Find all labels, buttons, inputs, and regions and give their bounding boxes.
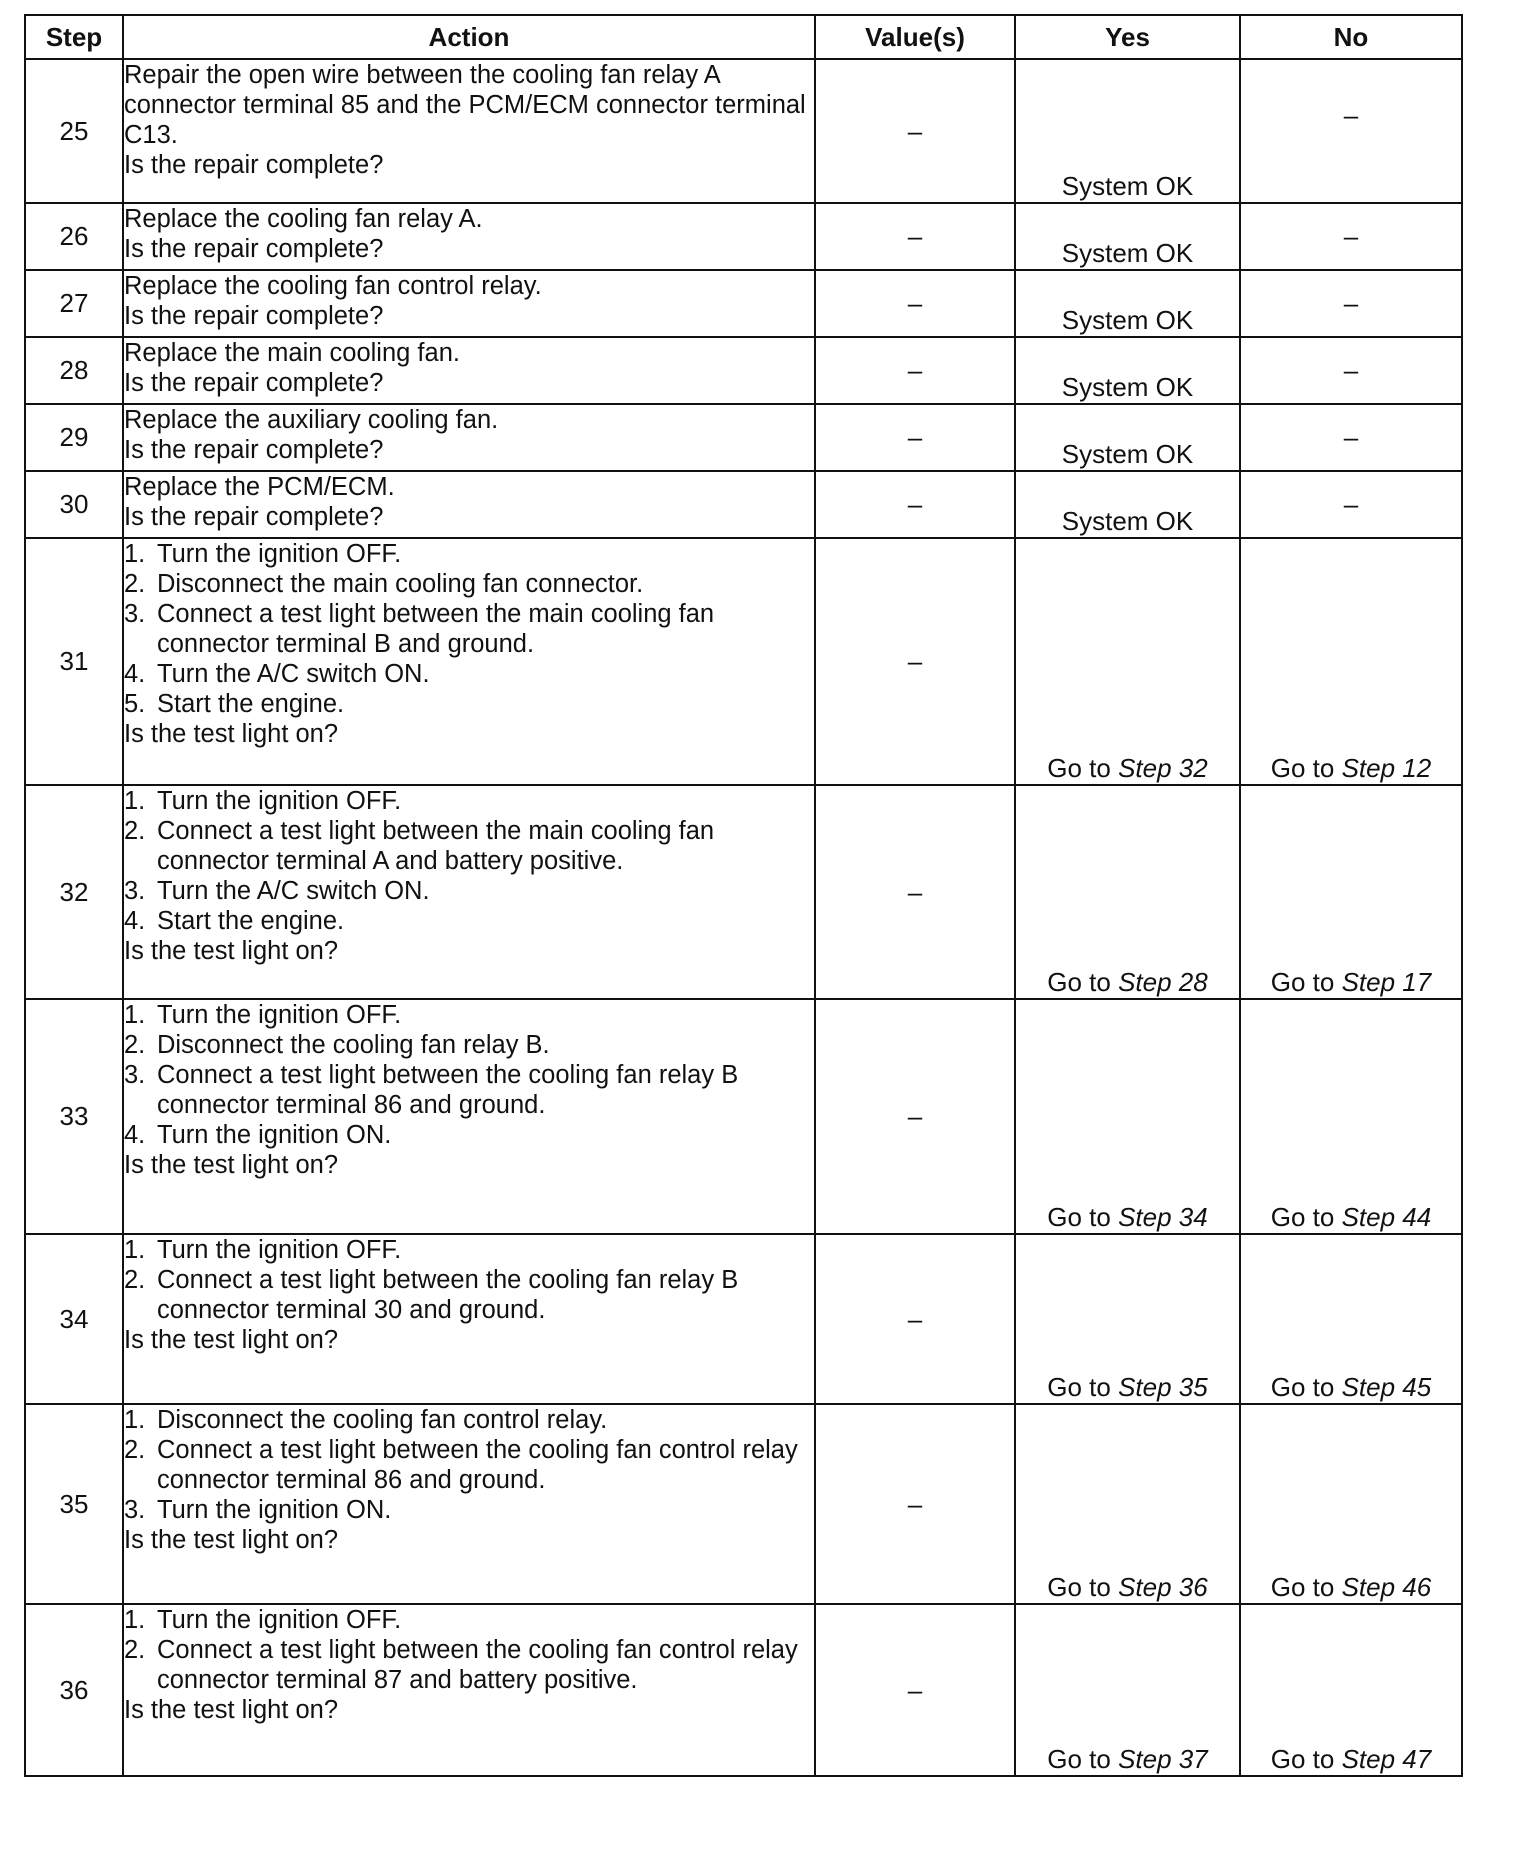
no-goto-prefix: Go to — [1270, 1572, 1335, 1602]
diagnostic-table — [24, 14, 1463, 1777]
step-number: 29 — [25, 404, 123, 471]
value-cell: – — [815, 538, 1015, 785]
step-number: 30 — [25, 471, 123, 538]
no-step-ref: Step 45 — [1341, 1372, 1432, 1402]
step-number: 28 — [25, 337, 123, 404]
no-cell — [1240, 471, 1462, 538]
instruction-item — [124, 1635, 814, 1695]
no-cell — [1240, 1234, 1462, 1404]
header-step: Step — [25, 15, 123, 59]
instruction-item — [124, 599, 814, 659]
instruction-item — [124, 1435, 814, 1495]
no-cell — [1240, 270, 1462, 337]
value-cell: – — [815, 999, 1015, 1234]
table-row — [25, 337, 1462, 404]
table-row — [25, 203, 1462, 270]
no-step-ref: Step 46 — [1341, 1572, 1432, 1602]
instruction-text: Connect a test light between the cooling fan relay B connector terminal 30 and ground. — [157, 1266, 739, 1324]
table-row — [25, 1604, 1462, 1776]
question-text: Is the test light on? — [124, 937, 339, 965]
instruction-item — [124, 876, 814, 906]
value-cell: – — [815, 337, 1015, 404]
instruction-number: 2. — [124, 1266, 146, 1294]
question-text: Is the repair complete? — [124, 503, 384, 531]
question-text: Is the test light on? — [124, 1326, 339, 1354]
table-row — [25, 785, 1462, 999]
yes-result: System OK — [1061, 439, 1194, 469]
instruction-number: 2. — [124, 1636, 146, 1664]
yes-result: System OK — [1061, 506, 1194, 536]
instruction-text: Turn the ignition OFF. — [157, 787, 402, 815]
instruction-text: Start the engine. — [157, 907, 345, 935]
table-body — [25, 59, 1462, 1776]
instruction-text: Repair the open wire between the cooling fan relay A connector terminal 85 and the PCM/ECM connector terminal C13. — [124, 61, 806, 149]
question-text: Is the repair complete? — [124, 151, 384, 179]
no-cell — [1240, 785, 1462, 999]
question-text: Is the repair complete? — [124, 302, 384, 330]
instruction-text: Connect a test light between the cooling fan control relay connector terminal 86 and ground. — [157, 1436, 798, 1494]
instruction-number: 3. — [124, 877, 146, 905]
no-result: – — [1343, 355, 1359, 385]
step-number: 27 — [25, 270, 123, 337]
instruction-number: 1. — [124, 787, 146, 815]
instruction-number: 1. — [124, 1001, 146, 1029]
instruction-number: 1. — [124, 540, 146, 568]
yes-step-ref: Step 32 — [1118, 753, 1208, 783]
value-cell: – — [815, 404, 1015, 471]
question-text: Is the test light on? — [124, 1696, 339, 1724]
instruction-number: 1. — [124, 1406, 146, 1434]
action-cell — [123, 1604, 815, 1776]
question-text: Is the test light on? — [124, 720, 339, 748]
instruction-text: Connect a test light between the main cooling fan connector terminal A and battery positive. — [157, 817, 715, 875]
table-row — [25, 404, 1462, 471]
value-cell: – — [815, 203, 1015, 270]
value-cell: – — [815, 1404, 1015, 1604]
yes-cell — [1015, 999, 1240, 1234]
instruction-number: 3. — [124, 1061, 146, 1089]
value-cell: – — [815, 1234, 1015, 1404]
no-cell — [1240, 59, 1462, 203]
step-number: 36 — [25, 1604, 123, 1776]
instruction-number: 1. — [124, 1236, 146, 1264]
action-cell — [123, 337, 815, 404]
yes-cell — [1015, 203, 1240, 270]
instruction-number: 4. — [124, 660, 146, 688]
instruction-text: Connect a test light between the cooling fan control relay connector terminal 87 and battery positive. — [157, 1636, 798, 1694]
instruction-text: Replace the auxiliary cooling fan. — [124, 406, 499, 434]
table-row — [25, 1234, 1462, 1404]
header-action: Action — [123, 15, 815, 59]
action-cell — [123, 471, 815, 538]
no-cell — [1240, 538, 1462, 785]
no-result: – — [1343, 288, 1359, 318]
instruction-text: Start the engine. — [157, 690, 345, 718]
instruction-text: Replace the cooling fan control relay. — [124, 272, 542, 300]
question-text: Is the repair complete? — [124, 369, 384, 397]
no-result: – — [1343, 100, 1359, 130]
yes-goto-prefix: Go to — [1047, 1744, 1111, 1774]
instruction-text: Turn the A/C switch ON. — [157, 660, 430, 688]
question-text: Is the repair complete? — [124, 436, 384, 464]
no-result: – — [1343, 221, 1359, 251]
no-goto-prefix: Go to — [1270, 1202, 1335, 1232]
yes-goto-prefix: Go to — [1047, 1572, 1111, 1602]
instruction-number: 5. — [124, 690, 146, 718]
no-step-ref: Step 47 — [1341, 1744, 1432, 1774]
no-goto-prefix: Go to — [1270, 1744, 1335, 1774]
instruction-text: Connect a test light between the main cooling fan connector terminal B and ground. — [157, 600, 715, 658]
instruction-item — [124, 816, 814, 876]
instruction-text: Replace the cooling fan relay A. — [124, 205, 483, 233]
yes-cell — [1015, 59, 1240, 203]
instruction-number: 2. — [124, 1031, 146, 1059]
instruction-number: 1. — [124, 1606, 146, 1634]
instruction-number: 2. — [124, 1436, 146, 1464]
instruction-item — [124, 1405, 814, 1435]
value-cell: – — [815, 270, 1015, 337]
instruction-text: Replace the PCM/ECM. — [124, 473, 395, 501]
instruction-item — [124, 1265, 814, 1325]
instruction-item — [124, 1120, 814, 1150]
question-text: Is the test light on? — [124, 1526, 339, 1554]
yes-cell — [1015, 1404, 1240, 1604]
no-cell — [1240, 203, 1462, 270]
yes-step-ref: Step 28 — [1118, 967, 1208, 997]
instruction-item — [124, 1060, 814, 1120]
table-row — [25, 270, 1462, 337]
instruction-text: Turn the A/C switch ON. — [157, 877, 430, 905]
table-row — [25, 1404, 1462, 1604]
instruction-number: 3. — [124, 1496, 146, 1524]
action-cell — [123, 270, 815, 337]
instruction-text: Connect a test light between the cooling fan relay B connector terminal 86 and ground. — [157, 1061, 739, 1119]
instruction-item — [124, 906, 814, 936]
action-cell — [123, 785, 815, 999]
question-text: Is the repair complete? — [124, 235, 384, 263]
yes-goto-prefix: Go to — [1047, 753, 1111, 783]
instruction-item — [124, 1000, 814, 1030]
step-number: 32 — [25, 785, 123, 999]
yes-cell — [1015, 538, 1240, 785]
instruction-text: Turn the ignition ON. — [157, 1496, 392, 1524]
no-cell — [1240, 1404, 1462, 1604]
instruction-text: Disconnect the main cooling fan connector. — [157, 570, 644, 598]
instruction-item — [124, 659, 814, 689]
header-values: Value(s) — [815, 15, 1015, 59]
instruction-text: Turn the ignition OFF. — [157, 1606, 402, 1634]
step-number: 31 — [25, 538, 123, 785]
value-cell: – — [815, 471, 1015, 538]
instruction-item — [124, 1235, 814, 1265]
no-goto-prefix: Go to — [1270, 967, 1335, 997]
action-cell — [123, 203, 815, 270]
yes-step-ref: Step 34 — [1118, 1202, 1208, 1232]
yes-cell — [1015, 471, 1240, 538]
table-row — [25, 999, 1462, 1234]
yes-cell — [1015, 404, 1240, 471]
yes-step-ref: Step 37 — [1118, 1744, 1208, 1774]
step-number: 35 — [25, 1404, 123, 1604]
instruction-text: Disconnect the cooling fan control relay. — [157, 1406, 608, 1434]
header-no: No — [1240, 15, 1462, 59]
no-step-ref: Step 17 — [1341, 967, 1432, 997]
yes-cell — [1015, 785, 1240, 999]
yes-cell — [1015, 1234, 1240, 1404]
action-cell — [123, 999, 815, 1234]
instruction-number: 2. — [124, 817, 146, 845]
table-row — [25, 59, 1462, 203]
no-cell — [1240, 1604, 1462, 1776]
action-cell — [123, 538, 815, 785]
yes-goto-prefix: Go to — [1047, 967, 1111, 997]
instruction-number: 2. — [124, 570, 146, 598]
instruction-item — [124, 1605, 814, 1635]
value-cell: – — [815, 59, 1015, 203]
table-header-row — [25, 15, 1462, 59]
yes-result: System OK — [1061, 238, 1194, 268]
yes-result: System OK — [1061, 305, 1194, 335]
action-cell — [123, 1234, 815, 1404]
step-number: 33 — [25, 999, 123, 1234]
instruction-number: 3. — [124, 600, 146, 628]
instruction-text: Turn the ignition OFF. — [157, 1001, 402, 1029]
yes-goto-prefix: Go to — [1047, 1372, 1111, 1402]
yes-cell — [1015, 337, 1240, 404]
no-goto-prefix: Go to — [1270, 753, 1335, 783]
instruction-item — [124, 569, 814, 599]
instruction-item — [124, 689, 814, 719]
instruction-text: Replace the main cooling fan. — [124, 339, 460, 367]
no-step-ref: Step 12 — [1341, 753, 1432, 783]
yes-cell — [1015, 270, 1240, 337]
no-result: – — [1343, 489, 1359, 519]
action-cell — [123, 59, 815, 203]
instruction-item — [124, 1030, 814, 1060]
no-cell — [1240, 337, 1462, 404]
table-row — [25, 538, 1462, 785]
question-text: Is the test light on? — [124, 1151, 339, 1179]
instruction-number: 4. — [124, 907, 146, 935]
instruction-text: Turn the ignition ON. — [157, 1121, 392, 1149]
yes-step-ref: Step 36 — [1118, 1572, 1208, 1602]
no-step-ref: Step 44 — [1341, 1202, 1432, 1232]
step-number: 34 — [25, 1234, 123, 1404]
no-cell — [1240, 999, 1462, 1234]
yes-result: System OK — [1061, 372, 1194, 402]
instruction-text: Turn the ignition OFF. — [157, 1236, 402, 1264]
action-cell — [123, 1404, 815, 1604]
instruction-text: Turn the ignition OFF. — [157, 540, 402, 568]
value-cell: – — [815, 1604, 1015, 1776]
header-yes: Yes — [1015, 15, 1240, 59]
step-number: 25 — [25, 59, 123, 203]
yes-result: System OK — [1061, 171, 1194, 201]
instruction-text: Disconnect the cooling fan relay B. — [157, 1031, 550, 1059]
step-number: 26 — [25, 203, 123, 270]
table-row — [25, 471, 1462, 538]
instruction-item — [124, 539, 814, 569]
yes-cell — [1015, 1604, 1240, 1776]
value-cell: – — [815, 785, 1015, 999]
instruction-item — [124, 786, 814, 816]
instruction-number: 4. — [124, 1121, 146, 1149]
no-cell — [1240, 404, 1462, 471]
no-goto-prefix: Go to — [1270, 1372, 1335, 1402]
instruction-item — [124, 1495, 814, 1525]
yes-goto-prefix: Go to — [1047, 1202, 1111, 1232]
yes-step-ref: Step 35 — [1118, 1372, 1208, 1402]
action-cell — [123, 404, 815, 471]
no-result: – — [1343, 422, 1359, 452]
